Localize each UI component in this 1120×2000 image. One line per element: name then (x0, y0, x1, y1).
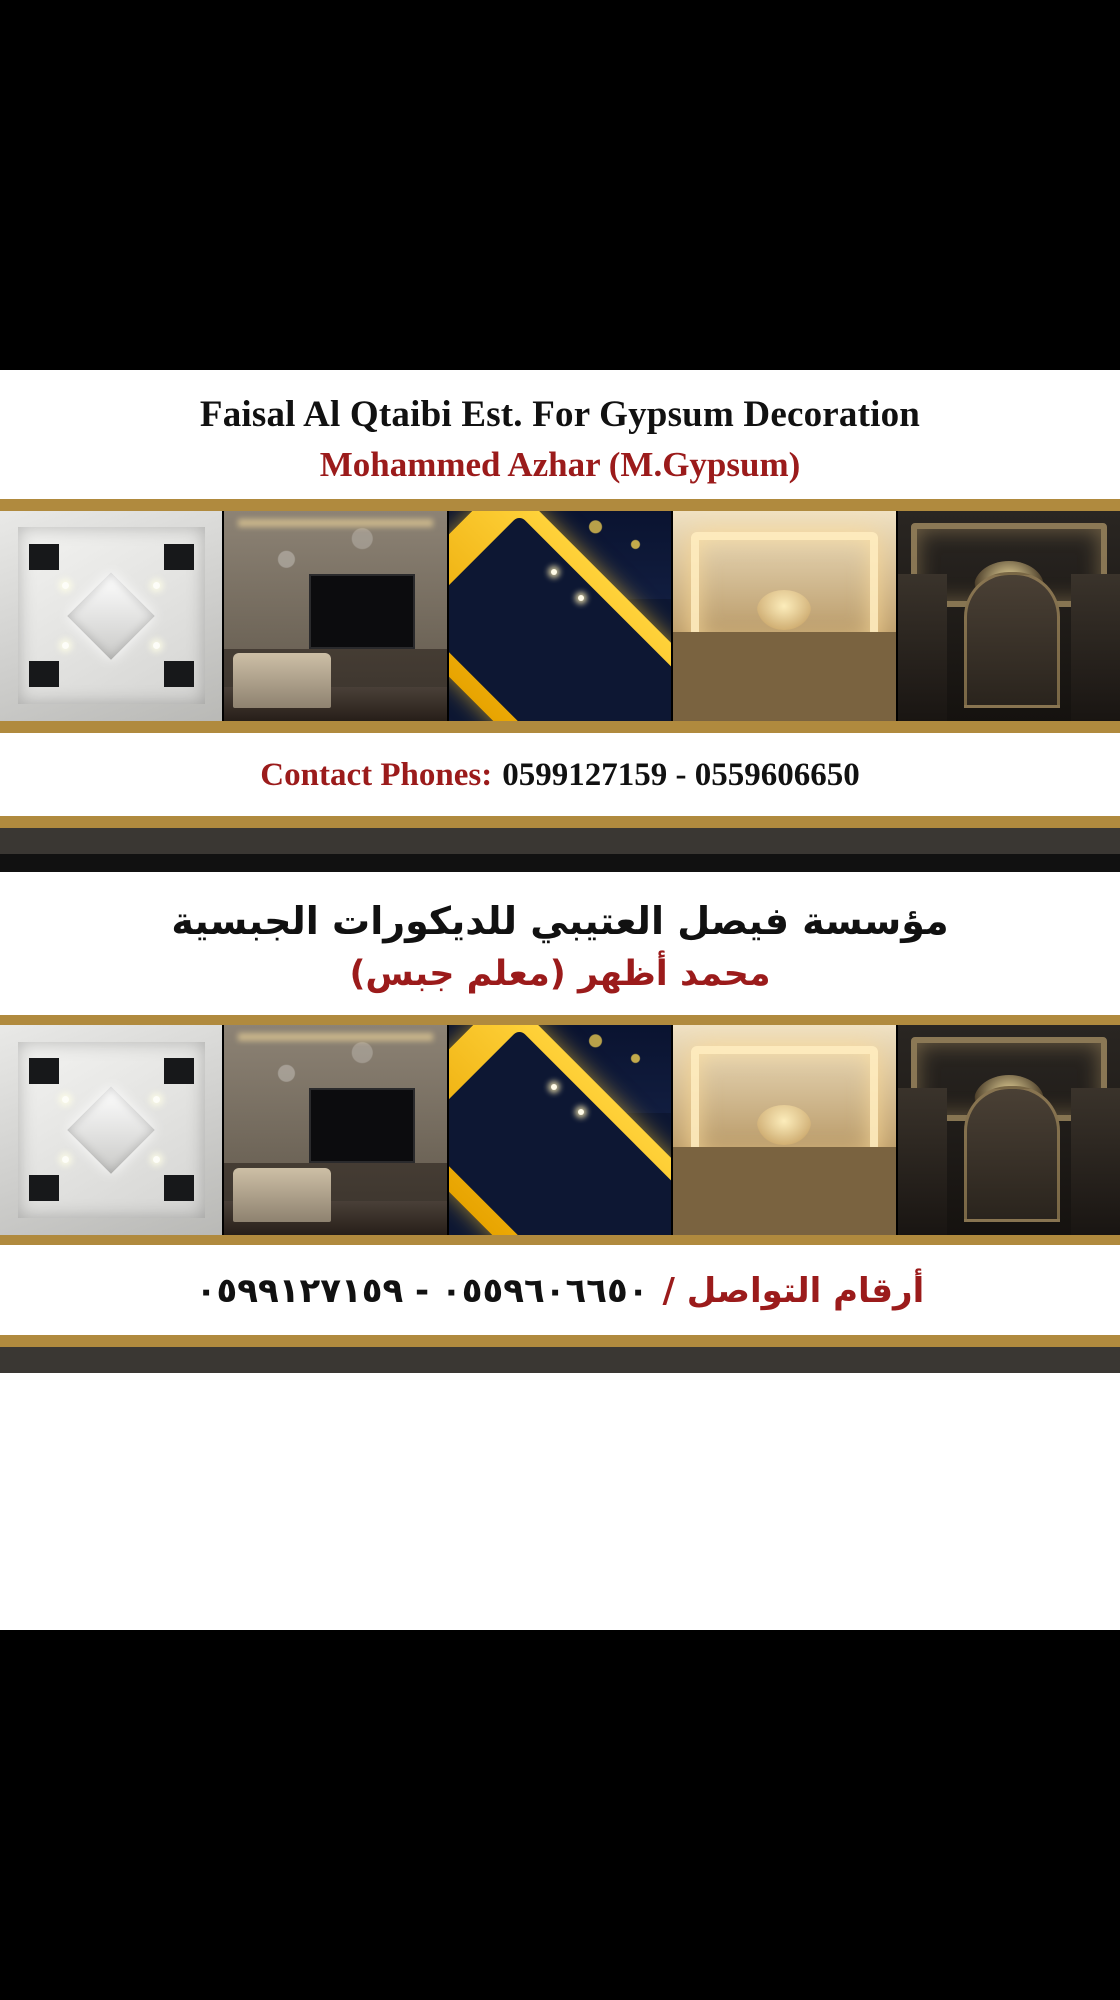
tv-screen-shape (309, 574, 415, 649)
divider-gold-after-strip-2 (0, 1235, 1120, 1245)
arch-shape (964, 1086, 1060, 1222)
flyer-card (0, 370, 1120, 1630)
sofa-shape (233, 1168, 331, 1223)
gallery-image-living-room-floral-wall (224, 1025, 448, 1235)
sofa-shape (233, 653, 331, 708)
gallery-image-dark-hall-chandelier (898, 1025, 1120, 1235)
divider-dark-mid (0, 828, 1120, 854)
english-title: Faisal Al Qtaibi Est. For Gypsum Decoration (199, 394, 921, 435)
arabic-title: مؤسسة فيصل العتيبي للديكورات الجبسية (171, 898, 949, 943)
arabic-subtitle: محمد أظهر (معلم جبس) (349, 954, 771, 995)
ceiling-inset-bottom-left (29, 661, 59, 687)
ceiling-inset-top-left (29, 544, 59, 570)
gallery-image-dark-hall-chandelier (898, 511, 1120, 721)
ceiling-spot-light (551, 1084, 557, 1090)
wall-right-shape (1071, 574, 1120, 721)
arabic-contact-numbers: ٠٥٥٩٦٠٦٦٥٠ - ٠٥٩٩١٢٧١٥٩ (195, 1270, 649, 1311)
gallery-strip-arabic (0, 1025, 1120, 1235)
cove-light-glow (238, 519, 434, 527)
tv-screen-shape (309, 1088, 415, 1163)
gallery-image-navy-gold-chevron-ceiling (449, 511, 673, 721)
ceiling-spot-light (578, 595, 584, 601)
divider-gold-bottom (0, 1335, 1120, 1347)
ceiling-inset-top-left (29, 1058, 59, 1084)
gallery-strip-english (0, 511, 1120, 721)
wall-shape (673, 632, 895, 720)
english-contact-label: Contact Phones: (260, 756, 493, 793)
wall-left-shape (898, 1088, 947, 1235)
ceiling-inset-top-right (164, 1058, 194, 1084)
divider-gold-mid (0, 816, 1120, 828)
divider-dark-bottom (0, 1347, 1120, 1373)
gallery-image-white-coffered-ceiling (0, 511, 224, 721)
wall-left-shape (898, 574, 947, 721)
ceiling-spot-light (578, 1109, 584, 1115)
arabic-header (0, 872, 1120, 1015)
arabic-contact-label: أرقام التواصل / (662, 1270, 925, 1311)
ceiling-inset-bottom-right (164, 1175, 194, 1201)
english-subtitle: Mohammed Azhar (M.Gypsum) (319, 445, 801, 485)
arabic-contact-line (0, 1245, 1120, 1335)
english-header (0, 370, 1120, 499)
divider-gold-after-strip-1 (0, 721, 1120, 733)
divider-gold-before-strip-2 (0, 1015, 1120, 1025)
wall-right-shape (1071, 1088, 1120, 1235)
ceiling-inset-top-right (164, 544, 194, 570)
arch-shape (964, 572, 1060, 708)
gallery-image-living-room-floral-wall (224, 511, 448, 721)
gallery-image-white-coffered-ceiling (0, 1025, 224, 1235)
divider-black-mid (0, 854, 1120, 872)
ceiling-inset-bottom-right (164, 661, 194, 687)
cove-light-glow (238, 1033, 434, 1041)
english-contact-line (0, 733, 1120, 816)
gallery-image-cream-cove-ceiling (673, 511, 897, 721)
chandelier-glow (757, 1105, 811, 1145)
gallery-image-cream-cove-ceiling (673, 1025, 897, 1235)
divider-gold-top (0, 499, 1120, 511)
english-contact-numbers: 0599127159 - 0559606650 (502, 756, 860, 793)
wall-shape (673, 1147, 895, 1235)
gallery-image-navy-gold-chevron-ceiling (449, 1025, 673, 1235)
ceiling-inset-bottom-left (29, 1175, 59, 1201)
